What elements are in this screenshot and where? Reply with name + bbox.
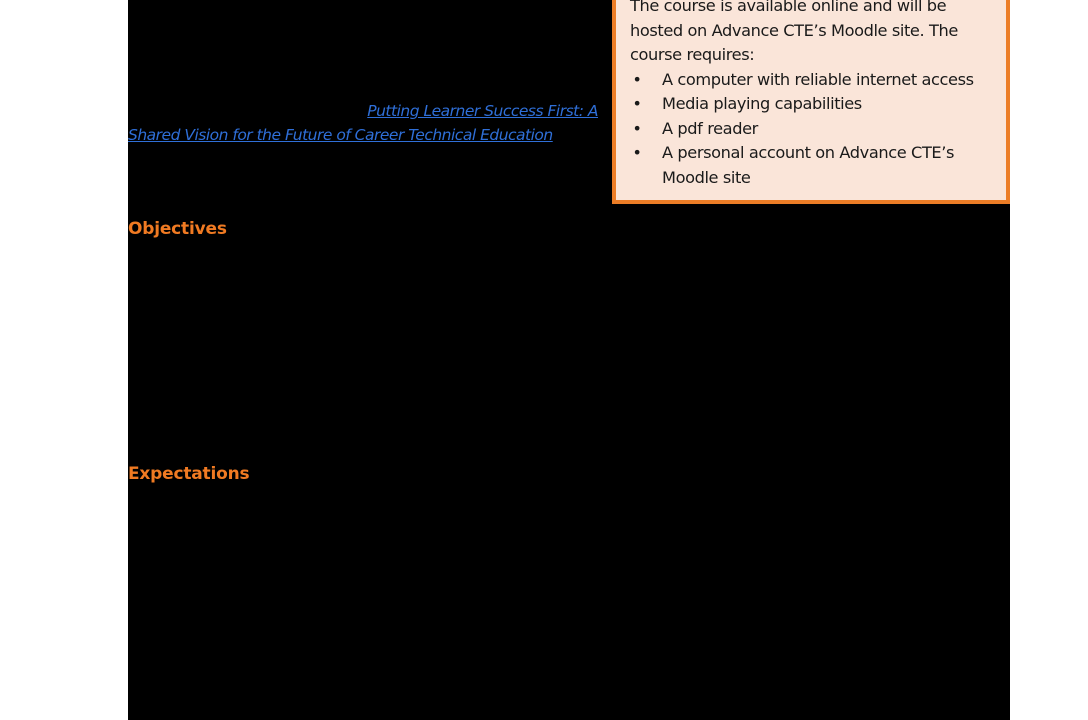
requirement-text: A pdf reader [662, 118, 758, 138]
requirement-text: A personal account on Advance CTE’s Moodle site [662, 143, 955, 187]
vision-document-link[interactable] [128, 99, 598, 147]
bullet-icon: • [632, 94, 642, 113]
bullet-icon: • [632, 143, 642, 162]
expectations-heading: Expectations [128, 464, 250, 484]
bullet-icon: • [632, 118, 642, 138]
objectives-heading: Objectives [128, 219, 227, 239]
requirement-item [630, 141, 994, 190]
requirement-text: Media playing capabilities [662, 94, 862, 113]
requirement-item [630, 68, 994, 93]
link-line-1: Putting Learner Success First: A [367, 102, 598, 120]
requirements-intro: The course is available online and will be hosted on Advance CTE’s Moodle site. The course requires: [630, 0, 958, 64]
requirement-item [630, 92, 994, 117]
requirement-text: A computer with reliable internet access [662, 69, 974, 89]
requirement-item [630, 117, 994, 142]
requirements-list [630, 68, 994, 191]
link-line-2: Shared Vision for the Future of Career Technical Education [128, 126, 553, 144]
course-requirements-box [612, 0, 1010, 204]
bullet-icon: • [632, 69, 642, 89]
